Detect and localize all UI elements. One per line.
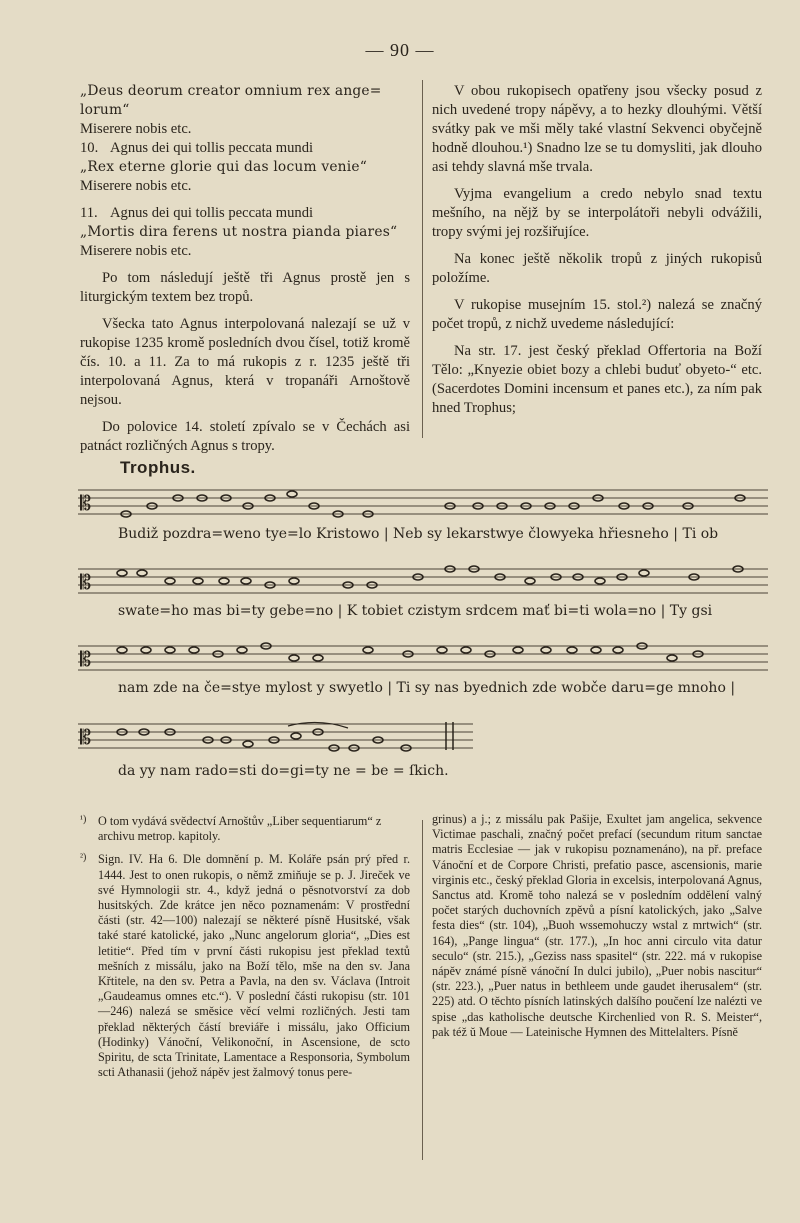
svg-text:𝄡: 𝄡	[80, 491, 92, 515]
staff-lines	[78, 640, 768, 682]
trope-quote-line: „Deus deorum creator omnium rex ange=	[80, 83, 382, 99]
column-divider-top	[422, 80, 423, 438]
trophus-heading: Trophus.	[120, 458, 196, 477]
right-column	[432, 82, 762, 418]
left-column	[80, 82, 410, 456]
trophus-lyric-line: da yy nam rado=sti do=gi=ty ne = be = ſkich.	[118, 763, 449, 779]
column-divider-footnotes	[422, 820, 423, 1160]
paragraph: Do polovice 14. století zpívalo se v Čechách asi patnáct rozličných Agnus s tropy.	[80, 419, 410, 454]
trophus-lyric-line: nam zde na če=stye mylost y swyetlo | Ti sy nas byednich zde wobče daru=ge mnoho |	[118, 680, 736, 696]
trope-quote-line: „Mortis dira ferens ut nostra pianda piares“	[80, 224, 398, 240]
page-number: — 90 —	[365, 40, 435, 60]
paragraph: Vyjma evangelium a credo nebylo snad textu mešního, na nějž by se interpolátoři nebyli odvážili, tropy svými jej rozšiřujíce.	[432, 186, 762, 240]
footnote-2-continued: grinus) a j.; z missálu pak Pašije, Exultet jam angelica, sekvence Victimae paschali, značný počet prefací (secundum ritum sanctae matris Ecclesiae — jak v rukopisu poznamenáno), na př. preface Vánoční et de Corpore Christi, prefatio pasce, ascensionis, marie virginis etc., český překlad Gloria in excelsis, interpolovaná Agnus, Sanctus atd. Kromě toho nalezá se v posledním oddělení valný počet starých duchovních zpěvů a písní katolických, jako „Salve festa dies“ (str. 104), „Buoh wssemohuczy wstal z mrtwich“ (str. 164), „Pange lingua“ (str. 177.), „In hoc anni circulo vita datur seculo“ (str. 215.), „Geziss nass spasitel“ (str. 222. má v rukopise nápěv známé písně vánoční In dulci jubilo), „Puer nobis nascitur“ (str. 223.), „Puer natus in bethleem unde gaudet iherusalem“ (str. 225) atd. O těchto písních latinských dalšího poučení lze nalézti ve spise „das katholische deutsche Kirchenlied von R. S. Meister“, pak též ŭ Moue — Lateinische Hymnen des Mittelalters. Písně	[432, 812, 762, 1039]
trope-quote-line: lorum“	[80, 102, 130, 118]
music-staff-1	[78, 484, 768, 526]
miserere-line: Miserere nobis etc.	[80, 243, 192, 259]
paragraph: Všecka tato Agnus interpolovaná nalezají se už v rukopise 1235 kromě posledních dvou čísel, totiž kromě čís. 10. a 11. Za to má rukopis z r. 1235 ještě tři interpolovaná Agnus, která v tropanáři Arnoštově nejsou.	[80, 316, 410, 408]
staff-lines	[78, 563, 768, 605]
footnote-mark: ¹)	[80, 814, 87, 825]
paragraph: Na str. 17. jest český překlad Offertoria na Boží Tělo: „Knyezie obiet bozy a chlebi buduť obyeto-“ etc. (Sacerdotes Domini incensum et panes etc.), za ním pak hned Trophus;	[432, 343, 762, 416]
footnotes-right	[432, 812, 762, 1040]
svg-text:𝄡: 𝄡	[80, 647, 92, 671]
paragraph: V rukopise musejním 15. stol.²) nalezá se značný počet tropů, z nichž uvedeme následující:	[432, 297, 762, 332]
item-number: 11.	[80, 205, 98, 221]
agnus-item-10	[80, 139, 410, 158]
trope-quote-line: „Rex eterne glorie qui das locum venie“	[80, 159, 367, 175]
item-text: Agnus dei qui tollis peccata mundi	[110, 140, 314, 156]
music-staff-2	[78, 563, 768, 605]
footnote-text: O tom vydává svědectví Arnoštův „Liber sequentiarum“ z archivu metrop. kapitoly.	[98, 814, 382, 844]
footnote-1	[80, 812, 410, 844]
staff-lines	[78, 484, 768, 526]
footnote-text: Sign. IV. Ha 6. Dle domnění p. M. Koláře psán prý před r. 1444. Jest to onen rukopis, o němž zmiňuje se p. J. Jireček ve své Hymnologii str. 4., když jedná o pěsnotvorství za dob husitských. Zde krátce jen něco poznamenám: V prostřední části (str. 42—100) nalezají se některé písně Husitské, však také staré katolické, jako „Nunc angelorum gloria“, „Dies est letitie“. Před tím v první části rukopisu jest překlad textů mešních z missálu, jako na Boží tělo, mše na den sv. Jana Křtitele, na den sv. Petra a Pavla, na den sv. Václava (Introit „Gaudeamus omnes etc.“). V poslední části rukopisu (str. 101—246) nalezá se směsice věcí velmi rozličných. Jesti tam překlad některých částí breviáře i missálu, jako Officium (Hodinky) Vánoční, Velikonoční, in Ascensione, de scto Spiritu, de scta Trinitate, Lamentace a Responsoria, Symbolum scti Athanasii (jehož nápěv jest žalmový tonus pere-	[98, 852, 410, 1080]
footnote-mark: ²)	[80, 852, 87, 864]
music-staff-4	[78, 718, 478, 760]
miserere-line: Miserere nobis etc.	[80, 178, 192, 194]
item-number: 10.	[80, 140, 99, 156]
footnote-2	[80, 850, 410, 1080]
paragraph: Po tom následují ještě tři Agnus prostě jen s liturgickým textem bez tropů.	[80, 270, 410, 305]
footnotes-left	[80, 812, 410, 1080]
svg-text:𝄡: 𝄡	[80, 725, 92, 749]
paragraph: V obou rukopisech opatřeny jsou všecky posud z nich uvedené tropy nápěvy, a to hezky dlouhými. Větší svátky pak ve mši měly také vlastní Sekvenci obyčejně hodně dlouhou.¹) Snadno lze se tu domysliti, jak dlouho asi tehdy slavná mše trvala.	[432, 83, 762, 175]
trophus-lyric-line: swate=ho mas bi=ty gebe=no | K tobiet czistym srdcem mať bi=ti wola=no | Ty gsi	[118, 603, 713, 619]
item-text: Agnus dei qui tollis peccata mundi	[110, 205, 314, 221]
svg-text:𝄡: 𝄡	[80, 570, 92, 594]
music-staff-3	[78, 640, 768, 682]
paragraph: Na konec ještě několik tropů z jiných rukopisů položíme.	[432, 251, 762, 286]
agnus-item-11	[80, 204, 410, 223]
miserere-line: Miserere nobis etc.	[80, 121, 192, 137]
staff-lines	[78, 718, 478, 760]
trophus-lyric-line: Budiž pozdra=weno tye=lo Kristowo | Neb sy lekarstwye člowyeka hřiesneho | Ti ob	[118, 526, 719, 542]
